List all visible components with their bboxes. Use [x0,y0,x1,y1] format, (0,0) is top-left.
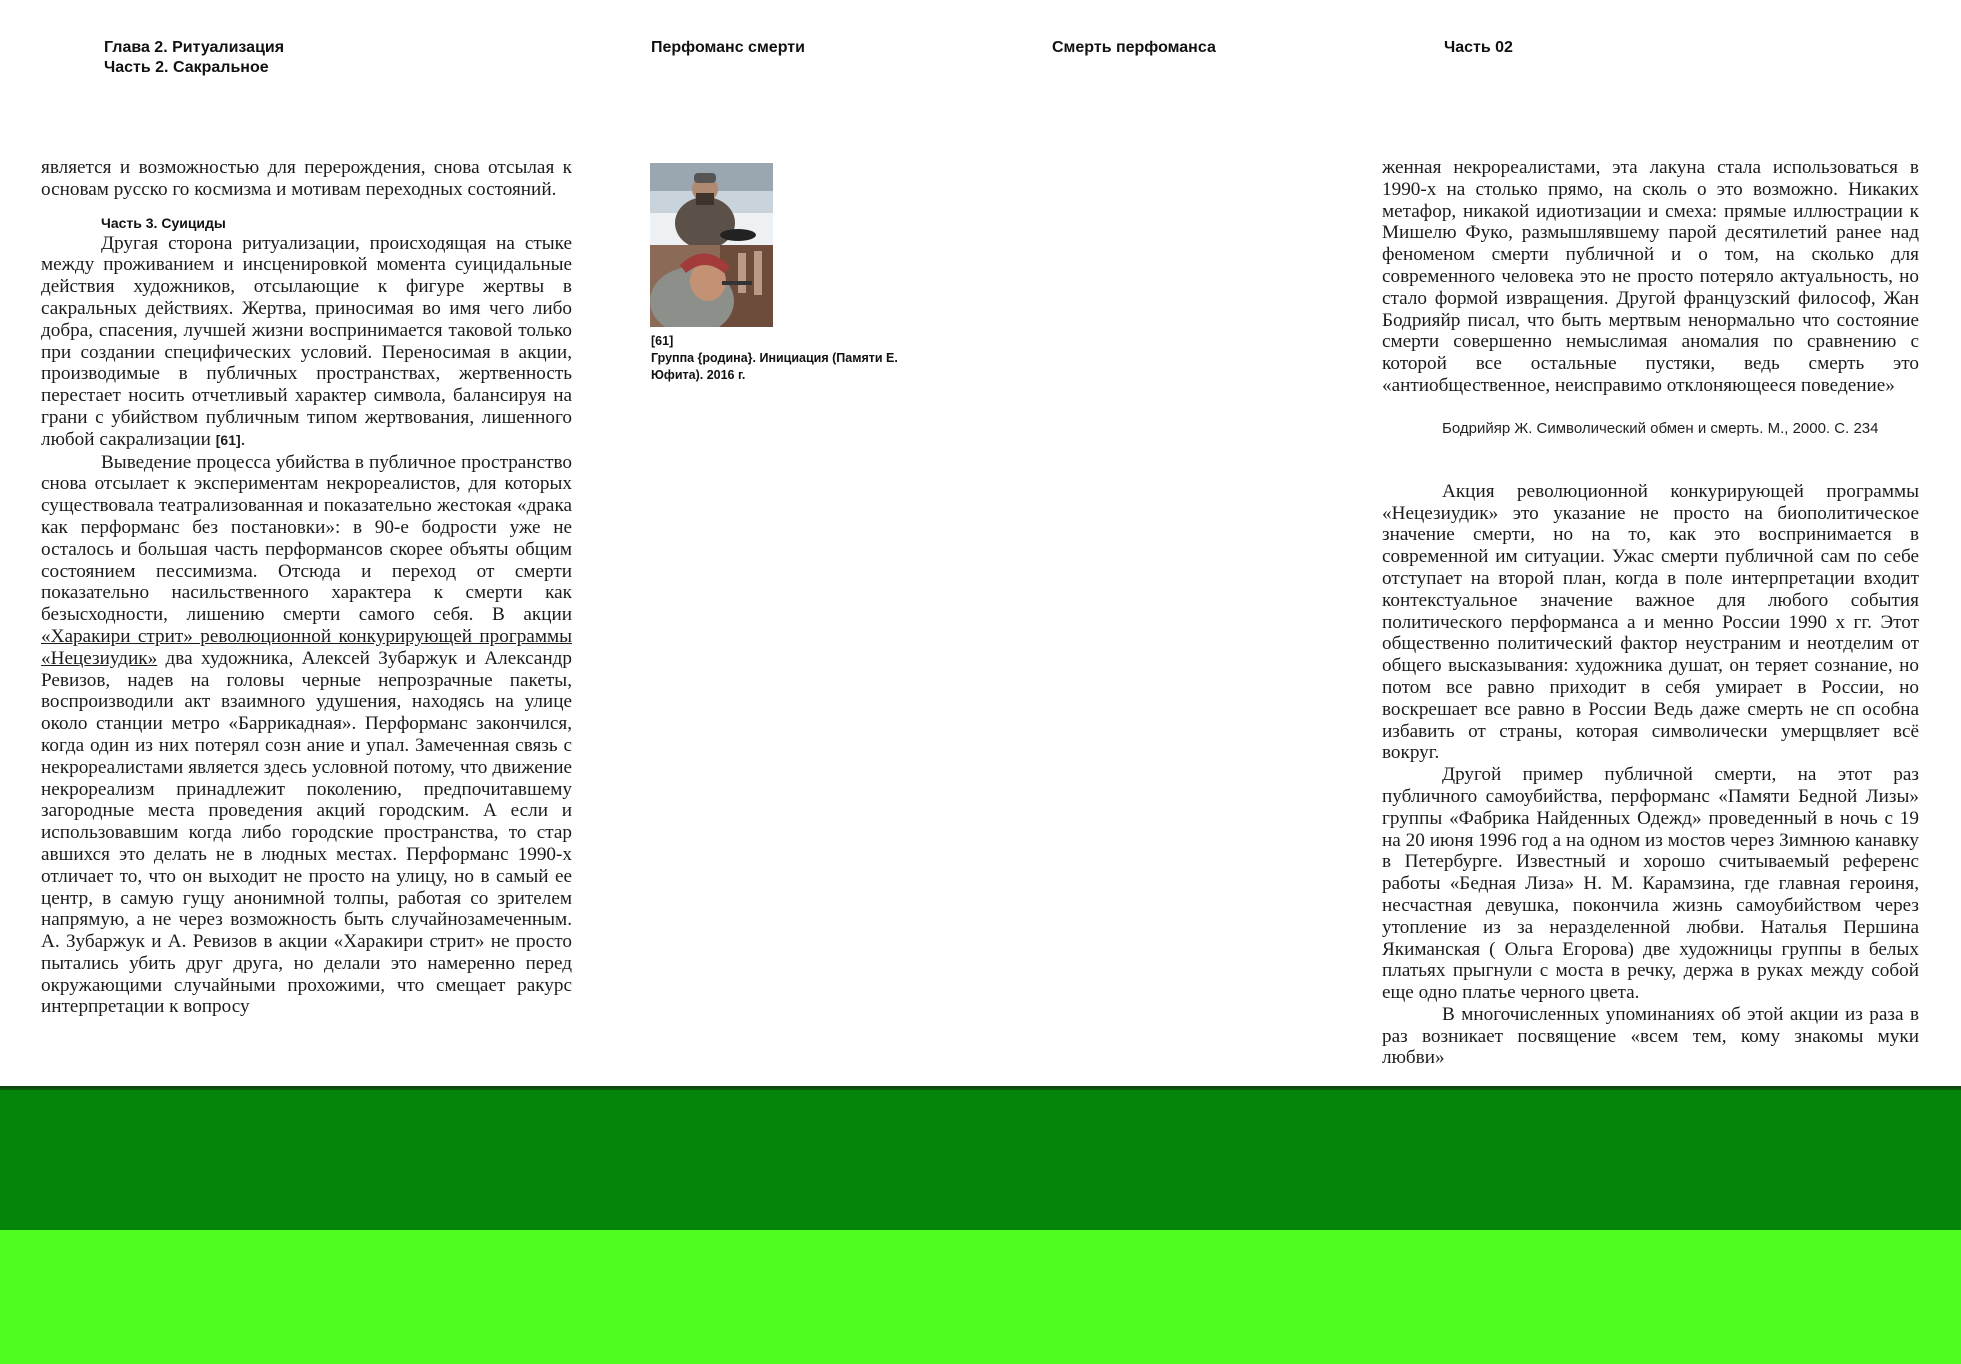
green-band-light [0,1230,1961,1364]
paragraph-baudrillard: женная некрореалистами, эта лакуна стала использоваться в 1990-х на столько прямо, на сколь о это возможно. Никаких метафор, никакой идиотизации и смеха: прямые иллюстрации к Мишелю Фуко, размышлявшему парой десятилетий ранее над феноменом смерти публичной и о том, на сколько для современного человека это не просто потеряло актуальность, но стало формой извращения. Другой французский философ, Жан Бодрияйр писал, что быть мертвым ненормально что состояние смерти совершенно немыслимая аномалия по сравнению с которой все остальные пустяки, ведь смерть это «антиобщественное, неисправимо отклоняющееся поведение» [1382,157,1919,396]
paragraph-necezyudik: Акция революционной конкурирующей программы «Нецезиудик» это указание не просто на биополитическое значение смерти, но на то, как это воспринимается в современной им ситуации. Ужас смерти публичной сам по себе отступает на второй план, когда в поле интерпретации входит контекстуальное значение важное для любого события политического перформанса а и менно России 1990 х гг. Этот общественно политический фактор неустраним и неотделим от общего высказывания: художника душат, он теряет сознание, но потом все равно приходит в себя умирает в России, но воскрешает все равно в России Ведь даже смерть не сп особна избавить от страны, которая символически умерщвляет всё вокруг. [1382,480,1919,764]
running-title-left: Перфоманс смерти [651,39,805,56]
figure-reference[interactable]: [61] [215,431,241,448]
action-link[interactable]: «Харакири стрит» революционной конкурирующей программы «Нецезиудик» [41,625,572,669]
paragraph-dedication: В многочисленных упоминаниях об этой акции из раза в раз возникает посвящение «всем тем, кому знакомы муки любви» [1382,1003,1919,1069]
part-number: Часть 02 [1444,39,1513,56]
running-title-right: Смерть перфоманса [1052,39,1216,56]
figure-caption-text: Группа {родина}. Инициация (Памяти Е. Юфита). 2016 г. [651,351,898,382]
section-subheading: Часть 3. Суициды [101,214,226,231]
photo-person-in-hood [650,245,773,327]
figure-caption [651,333,911,384]
paragraph-end: . [240,428,246,450]
photo-bottom [650,245,773,327]
paragraph-text: Другая сторона ритуализации, происходящая на стыке между проживанием и инсценировкой момента суицидальные действия художников, отсылающие к фигуре жертвы в сакральных действиях. Жертва, приносимая во имя чего либо добра, спасения, лучшей жизни воспринимается таковой только при создании специфических условий. Переносимая в акции, производимые в публичных пространствах, жертвенность перестает носить отчетливый характер символа, балансируя на грани с убийством публичным типом жертвования, лишенного любой сакрализации [41,232,572,450]
photo-man-in-snow [650,163,773,245]
paragraph-poor-liza: Другой пример публичной смерти, на этот раз публичного самоубийства, перформанс «Памяти Бедной Лизы» группы «Фабрика Найденных Одежд» проведенный в ночь с 19 на 20 июня 1996 год а на одном из мостов через Зимнюю канавку в Петербурге. Известный и хорошо считываемый референс работы «Бедная Лиза» Н. М. Карамзина, где главная героиня, несчастная девушка, покончила жизнь самоубийством через утопление из за неразделенной любви. Наталья Першина Якиманская ( Ольга Егорова) две художницы группы в белых платьях прыгнули с моста в речку, держа в руках между собой еще одно платье черного цвета. [1382,764,1919,1004]
green-band-dark [0,1090,1961,1230]
paragraph-text: два художника, Алексей Зубаржук и Александр Ревизов, надев на головы черные непрозрачные пакеты, воспроизводили акт взаимного удушения, находясь на улице около станции метро «Баррикадная». Перформанс закончился, когда один из них потерял созн ание и упал. Замеченная связь с некрореалистами является здесь условной потому, что движение некрореализм принадлежит поколению, предпочитавшему загородные места проведения акций городским. А если и использовавшим когда либо городские пространства, то стар авшихся это делать не в людных местах. Перформанс 1990-х отличает то, что он выходит не просто на улицу, но в самый ее центр, в самую гущу анонимной толпы, работая со зрителем напрямую, а не через возможность быть случайнозамеченным. А. Зубаржук и А. Ревизов в акции «Харакири стрит» не просто пытались убить друг друга, но делали это намеренно перед окружающими случайными прохожими, что смещает ракурс интерпретации к вопросу [41,647,572,1018]
figure-number: [61] [651,334,674,348]
chapter-title: Глава 2. Ритуализация [104,39,285,56]
part-title: Часть 2. Сакральное [104,59,269,76]
paragraph-intro: является и возможностью для перерождения, снова отсылая к основам русско го космизма и мотивам переходных состояний. [41,157,572,200]
photo-top [650,163,773,245]
left-column [41,157,572,1018]
paragraph-public-murder [41,452,572,1019]
citation: Бодрийяр Ж. Символический обмен и смерть. М., 2000. С. 234 [1442,419,1879,437]
paragraph-text: Выведение процесса убийства в публичное пространство снова отсылает к экспериментам некрореалистов, для которых существовала театрализованная и показательно жестокая «драка как перформанс без постановки»: в 90-е бодрости уже не осталось и большая часть перформансов скорее объяты общим состоянием пессимизма. Отсюда и переход от смерти показательно насильственного характера к смерти как безысходности, лишению смерти самого себя. В акции [41,451,572,626]
right-column [1382,157,1919,1069]
running-header-chapter [104,38,284,78]
paragraph-sacrifice [41,233,572,452]
